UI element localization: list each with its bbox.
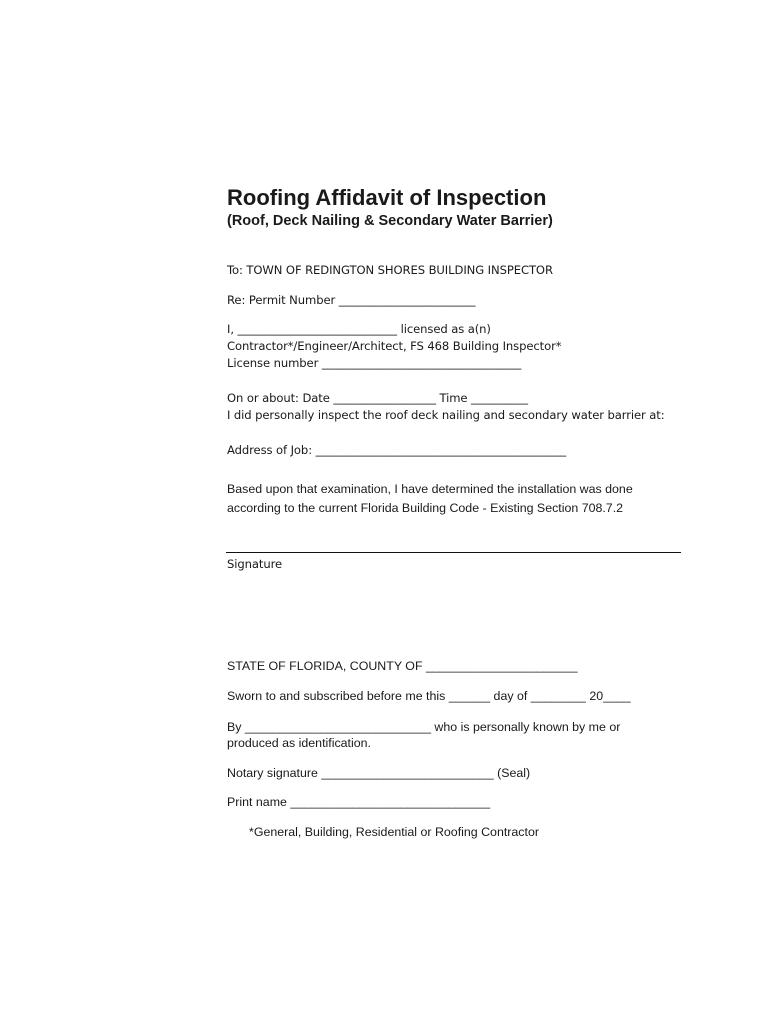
document-title: Roofing Affidavit of Inspection <box>227 185 547 210</box>
examination-line: Based upon that examination, I have determined the installation was done <box>227 482 633 496</box>
permit-number-line: Re: Permit Number ________________________ <box>227 293 476 307</box>
job-address-line: Address of Job: ____________________________________________ <box>227 443 567 457</box>
notary-signature-line: Notary signature _________________________ (Seal) <box>227 766 531 780</box>
contractor-footnote: *General, Building, Residential or Roofing Contractor <box>249 825 539 839</box>
licensee-type-line: Contractor*/Engineer/Architect, FS 468 Building Inspector* <box>227 339 562 353</box>
to-line: To: TOWN OF REDINGTON SHORES BUILDING INSPECTOR <box>227 263 553 277</box>
by-line: By ___________________________ who is personally known by me or <box>227 720 621 734</box>
date-time-line: On or about: Date __________________ Time __________ <box>227 391 528 405</box>
signature-label: Signature <box>227 557 283 571</box>
inspection-statement: I did personally inspect the roof deck nailing and secondary water barrier at: <box>227 408 665 422</box>
print-name-line: Print name _____________________________ <box>227 795 491 809</box>
sworn-subscribed-line: Sworn to and subscribed before me this ______ day of ________ 20____ <box>227 689 631 703</box>
building-code-line: according to the current Florida Building Code - Existing Section 708.7.2 <box>227 501 624 515</box>
document-subtitle: (Roof, Deck Nailing & Secondary Water Barrier) <box>227 213 553 229</box>
signature-rule <box>226 552 681 553</box>
identification-line: produced as identification. <box>227 736 371 750</box>
license-number-line: License number ___________________________________ <box>227 356 522 370</box>
state-county-line: STATE OF FLORIDA, COUNTY OF ______________________ <box>227 659 578 673</box>
licensee-line: I, ____________________________ licensed as a(n) <box>227 322 491 336</box>
